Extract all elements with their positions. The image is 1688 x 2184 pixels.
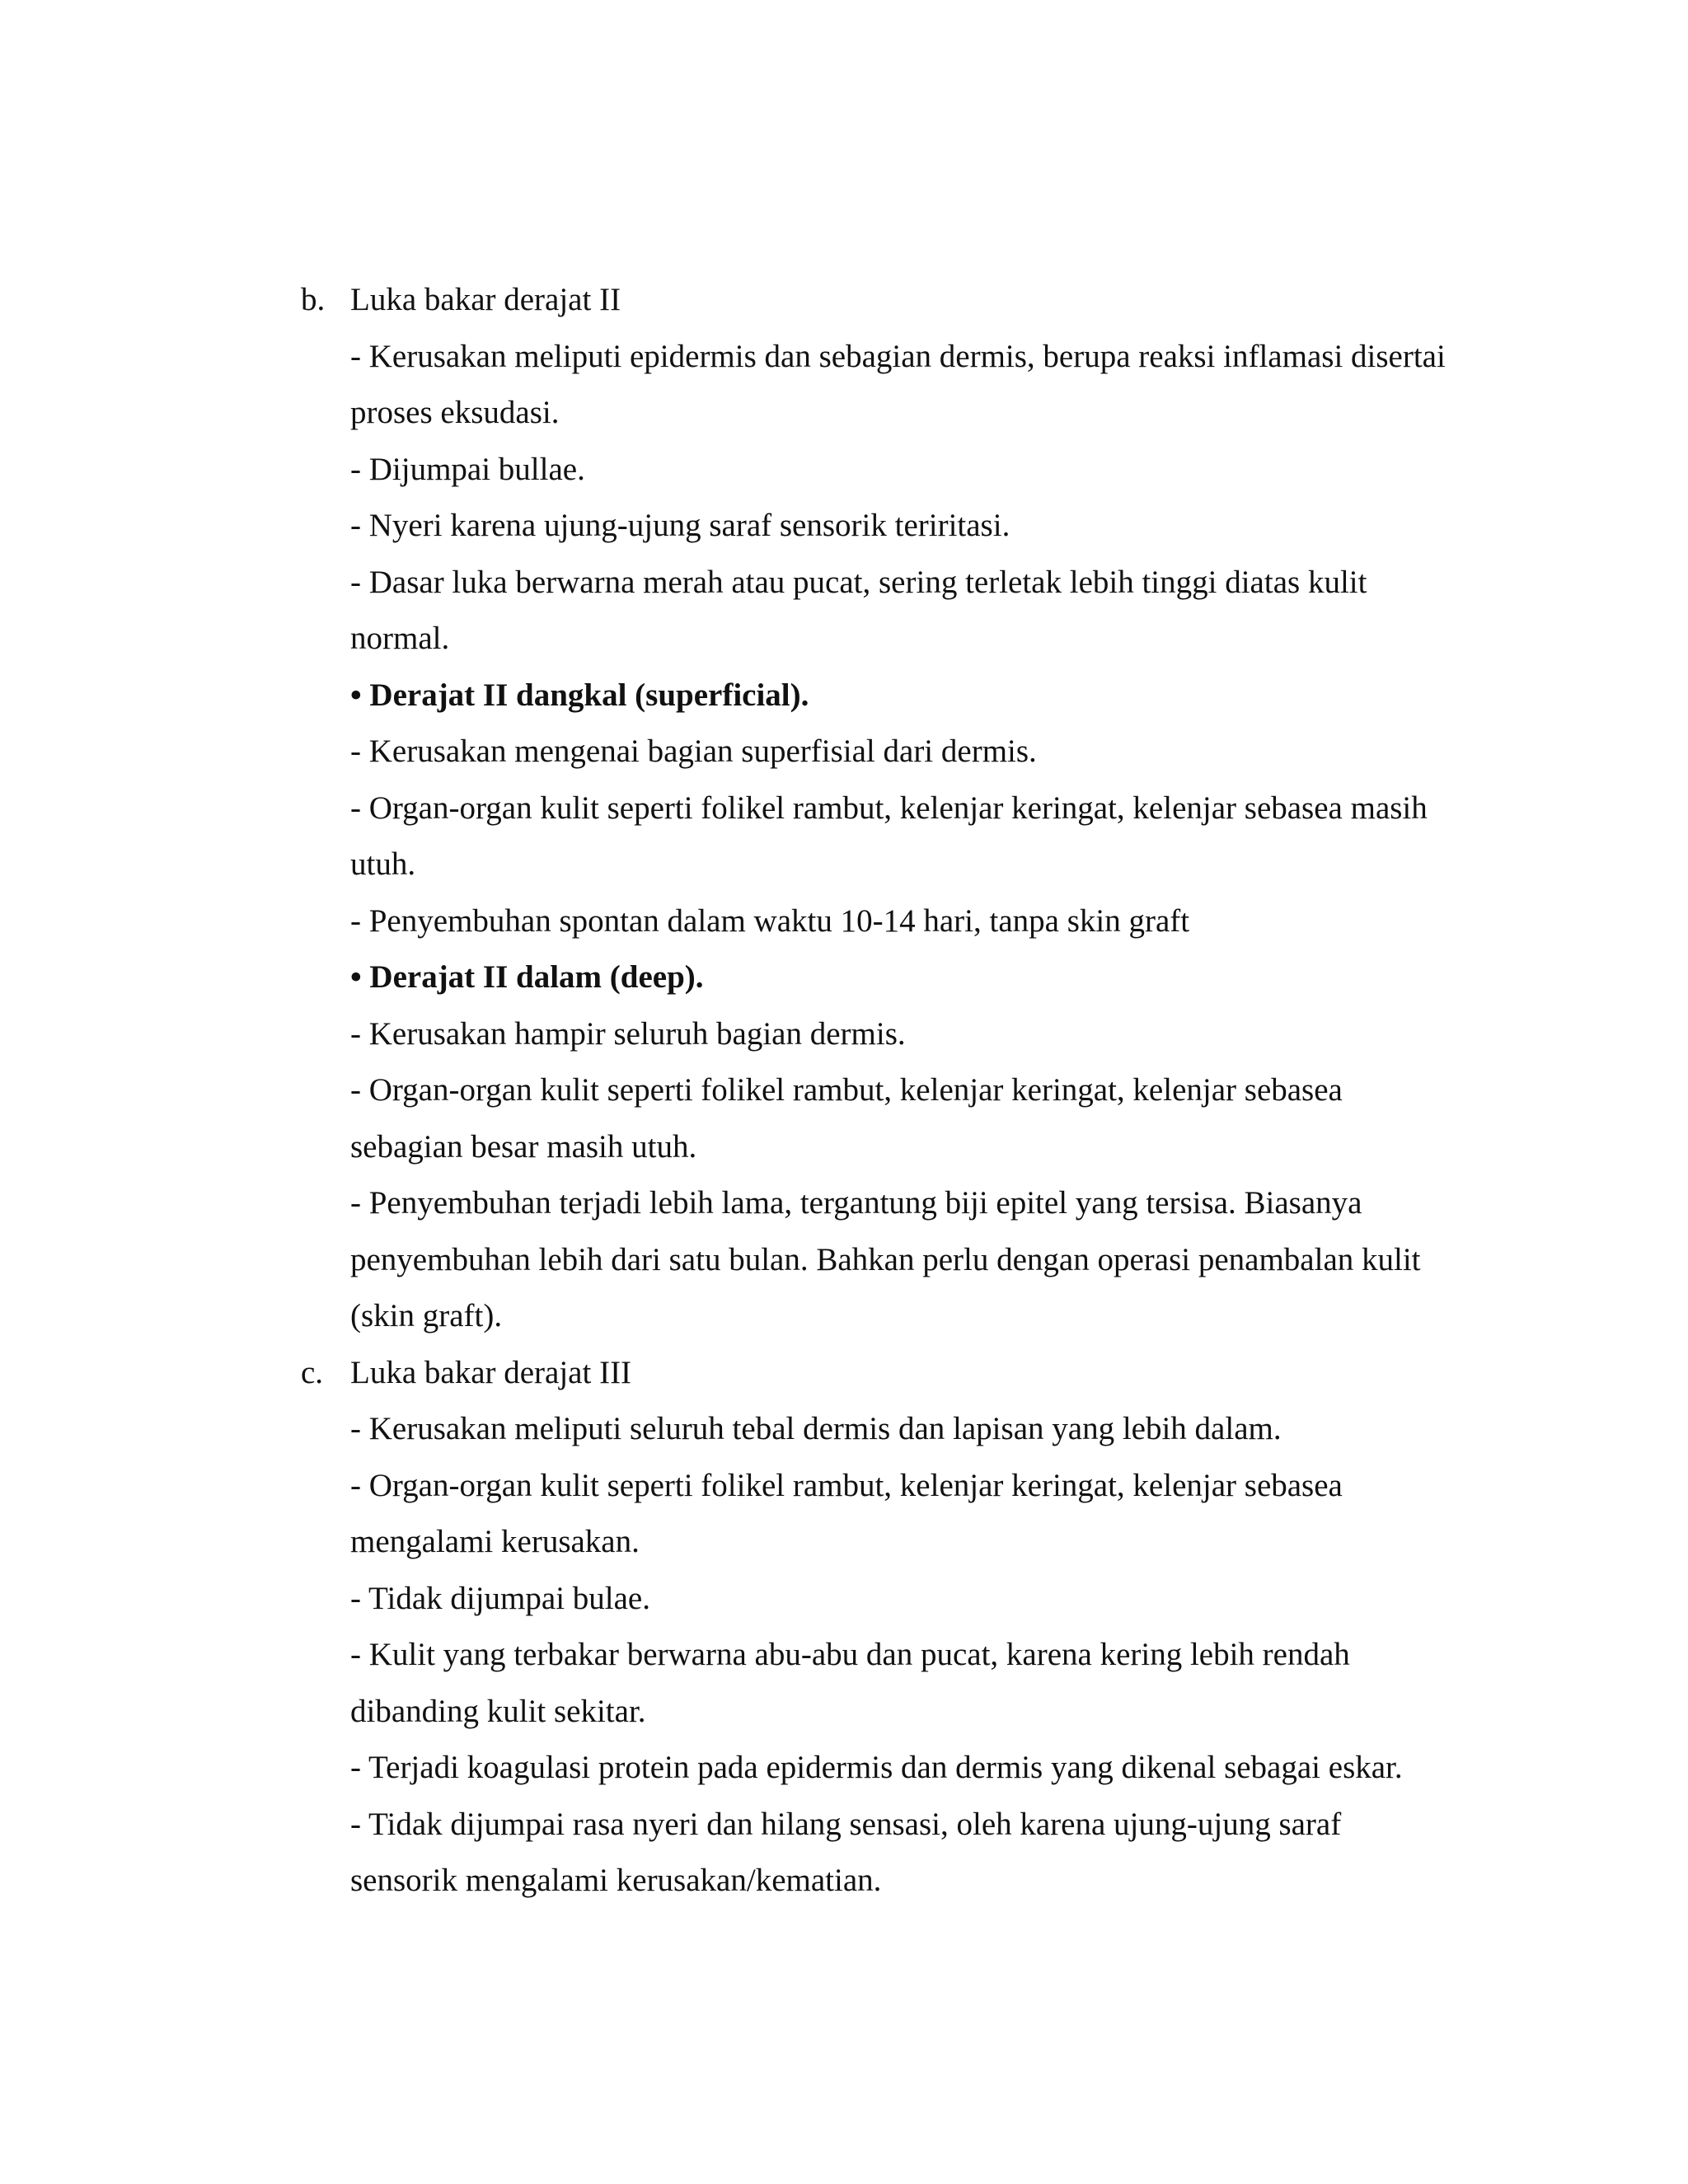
section-b-line: - Nyeri karena ujung-ujung saraf sensorik teriritasi. xyxy=(350,508,1010,543)
section-b-line: - Dijumpai bullae. xyxy=(350,451,585,487)
section-c-line: dibanding kulit sekitar. xyxy=(350,1693,646,1729)
section-b-line: (skin graft). xyxy=(350,1298,503,1333)
section-c-line: - Tidak dijumpai bulae. xyxy=(350,1580,650,1616)
section-b-line: - Organ-organ kulit seperti folikel rambut, kelenjar keringat, kelenjar sebasea xyxy=(350,1072,1343,1108)
section-c-title: Luka bakar derajat III xyxy=(350,1354,632,1390)
section-c-line: sensorik mengalami kerusakan/kematian. xyxy=(350,1863,882,1898)
section-c-line: - Kerusakan meliputi seluruh tebal dermis dan lapisan yang lebih dalam. xyxy=(350,1411,1282,1446)
document-body xyxy=(301,272,1471,1910)
section-b-line: - Organ-organ kulit seperti folikel rambut, kelenjar keringat, kelenjar sebasea masih xyxy=(350,790,1428,826)
section-b-line: - Dasar luka berwarna merah atau pucat, sering terletak lebih tinggi diatas kulit xyxy=(350,564,1367,600)
subheading-derajat-ii-dalam: • Derajat II dalam (deep). xyxy=(350,959,704,995)
section-b-line: - Kerusakan hampir seluruh bagian dermis. xyxy=(350,1015,906,1052)
section-b-line: sebagian besar masih utuh. xyxy=(350,1128,697,1165)
section-b-line: penyembuhan lebih dari satu bulan. Bahkan perlu dengan operasi penambalan kulit xyxy=(350,1241,1421,1277)
section-b-line: - Kerusakan mengenai bagian superfisial dari dermis. xyxy=(350,733,1037,769)
section-b-line: proses eksudasi. xyxy=(350,395,560,430)
section-b-title: Luka bakar derajat II xyxy=(350,282,621,317)
section-c-heading xyxy=(301,1345,1471,1402)
section-c-line: - Terjadi koagulasi protein pada epidermis dan dermis yang dikenal sebagai eskar. xyxy=(350,1750,1403,1785)
section-b-line: - Penyembuhan spontan dalam waktu 10-14 hari, tanpa skin graft xyxy=(350,902,1190,939)
section-c-line: - Kulit yang terbakar berwarna abu-abu dan pucat, karena kering lebih rendah xyxy=(350,1637,1350,1672)
section-c-marker: c. xyxy=(301,1354,324,1390)
section-b-line: - Penyembuhan terjadi lebih lama, tergantung biji epitel yang tersisa. Biasanya xyxy=(350,1185,1362,1221)
section-b-line: - Kerusakan meliputi epidermis dan sebagian dermis, berupa reaksi inflamasi disertai xyxy=(350,338,1446,374)
section-c-line: - Tidak dijumpai rasa nyeri dan hilang sensasi, oleh karena ujung-ujung saraf xyxy=(350,1806,1342,1842)
section-b-line: normal. xyxy=(350,621,450,656)
section-c-line: - Organ-organ kulit seperti folikel rambut, kelenjar keringat, kelenjar sebasea xyxy=(350,1467,1343,1503)
section-b-heading xyxy=(301,272,1471,329)
subheading-derajat-ii-dangkal: • Derajat II dangkal (superficial). xyxy=(350,677,809,713)
section-b-line: utuh. xyxy=(350,846,416,882)
section-c-line: mengalami kerusakan. xyxy=(350,1524,640,1559)
section-b-marker: b. xyxy=(301,282,326,317)
